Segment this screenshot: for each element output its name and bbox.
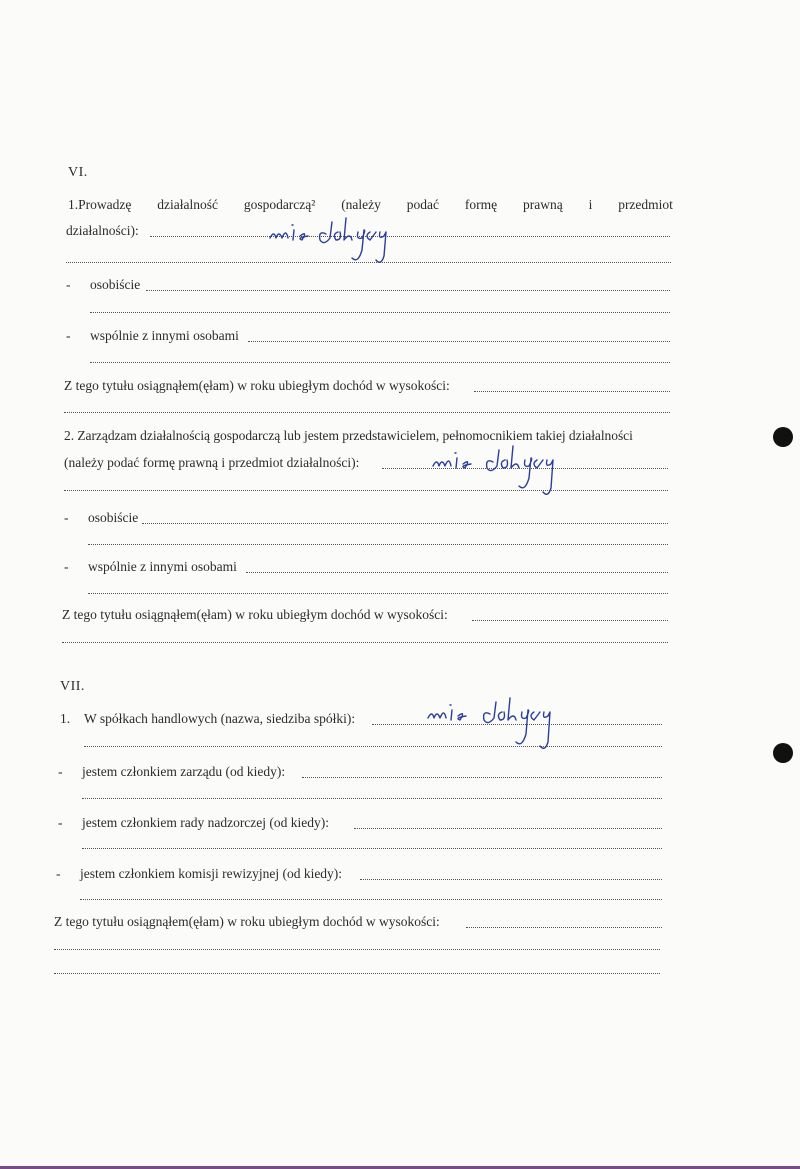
- dash: -: [66, 328, 71, 343]
- fill-line: [88, 593, 668, 594]
- fill-line: [146, 290, 670, 291]
- punch-hole: [773, 427, 793, 447]
- dash: -: [64, 510, 69, 525]
- item-1-word: podać: [406, 197, 440, 212]
- jointly-label: wspólnie z innymi osobami: [90, 328, 239, 343]
- item-1-word: gospodarczą²: [243, 197, 316, 212]
- section-6-item-2-line-1: 2. Zarządzam działalnością gospodarczą lub jestem przedstawicielem, pełnomocnikiem takiej działalności: [64, 428, 633, 443]
- fill-line: [62, 642, 668, 643]
- fill-line: [302, 777, 662, 778]
- handwritten-signature-nie-dotyczy-3: [420, 690, 560, 762]
- handwritten-signature-nie-dotyczy-1: [258, 210, 398, 274]
- fill-line: [466, 927, 662, 928]
- fill-line: [88, 544, 668, 545]
- audit-committee-label: jestem członkiem komisji rewizyjnej (od kiedy):: [80, 866, 343, 881]
- fill-line: [150, 236, 670, 237]
- fill-line: [64, 490, 668, 491]
- section-7-item-1-label: W spółkach handlowych (nazwa, siedziba spółki):: [84, 711, 356, 726]
- dash: -: [64, 559, 69, 574]
- supervisory-board-label: jestem członkiem rady nadzorczej (od kiedy):: [82, 815, 330, 830]
- dash: -: [58, 815, 63, 830]
- fill-line: [354, 828, 662, 829]
- handwritten-signature-nie-dotyczy-2: [425, 440, 565, 506]
- dash: -: [66, 277, 71, 292]
- section-7-heading: VII.: [60, 679, 85, 694]
- fill-line: [360, 879, 662, 880]
- item-1-word: (należy: [341, 197, 381, 212]
- income-label: Z tego tytułu osiągnąłem(ęłam) w roku ubiegłym dochód w wysokości:: [54, 914, 440, 929]
- fill-line: [472, 620, 668, 621]
- punch-hole: [773, 743, 793, 763]
- fill-line: [54, 973, 660, 974]
- item-1-word: formę: [464, 197, 498, 212]
- fill-line: [248, 341, 670, 342]
- section-6-heading: VI.: [68, 165, 88, 180]
- fill-line: [82, 848, 662, 849]
- dash: -: [58, 764, 63, 779]
- section-6-item-2-line-2: (należy podać formę prawną i przedmiot działalności):: [64, 455, 360, 470]
- fill-line: [90, 312, 670, 313]
- jointly-label: wspólnie z innymi osobami: [88, 559, 237, 574]
- fill-line: [246, 572, 668, 573]
- personal-label: osobiście: [90, 277, 141, 292]
- item-1-word: przedmiot: [618, 197, 673, 212]
- item-1-word: prawną: [522, 197, 563, 212]
- fill-line: [84, 746, 662, 747]
- dash: -: [56, 866, 61, 881]
- section-6-item-1-continuation: działalności):: [66, 223, 139, 238]
- fill-line: [66, 262, 671, 263]
- income-label: Z tego tytułu osiągnąłem(ęłam) w roku ubiegłym dochód w wysokości:: [62, 607, 448, 622]
- item-1-word: i: [588, 197, 593, 212]
- item-1-word: 1.Prowadzę: [68, 197, 132, 212]
- fill-line: [64, 412, 670, 413]
- income-label: Z tego tytułu osiągnąłem(ęłam) w roku ubiegłym dochód w wysokości:: [64, 378, 450, 393]
- fill-line: [54, 949, 660, 950]
- personal-label: osobiście: [88, 510, 139, 525]
- item-1-word: działalność: [157, 197, 218, 212]
- fill-line: [82, 798, 662, 799]
- section-7-item-1-number: 1.: [60, 711, 71, 726]
- board-member-label: jestem członkiem zarządu (od kiedy):: [82, 764, 286, 779]
- fill-line: [474, 391, 670, 392]
- fill-line: [142, 523, 668, 524]
- fill-line: [90, 362, 670, 363]
- fill-line: [80, 899, 662, 900]
